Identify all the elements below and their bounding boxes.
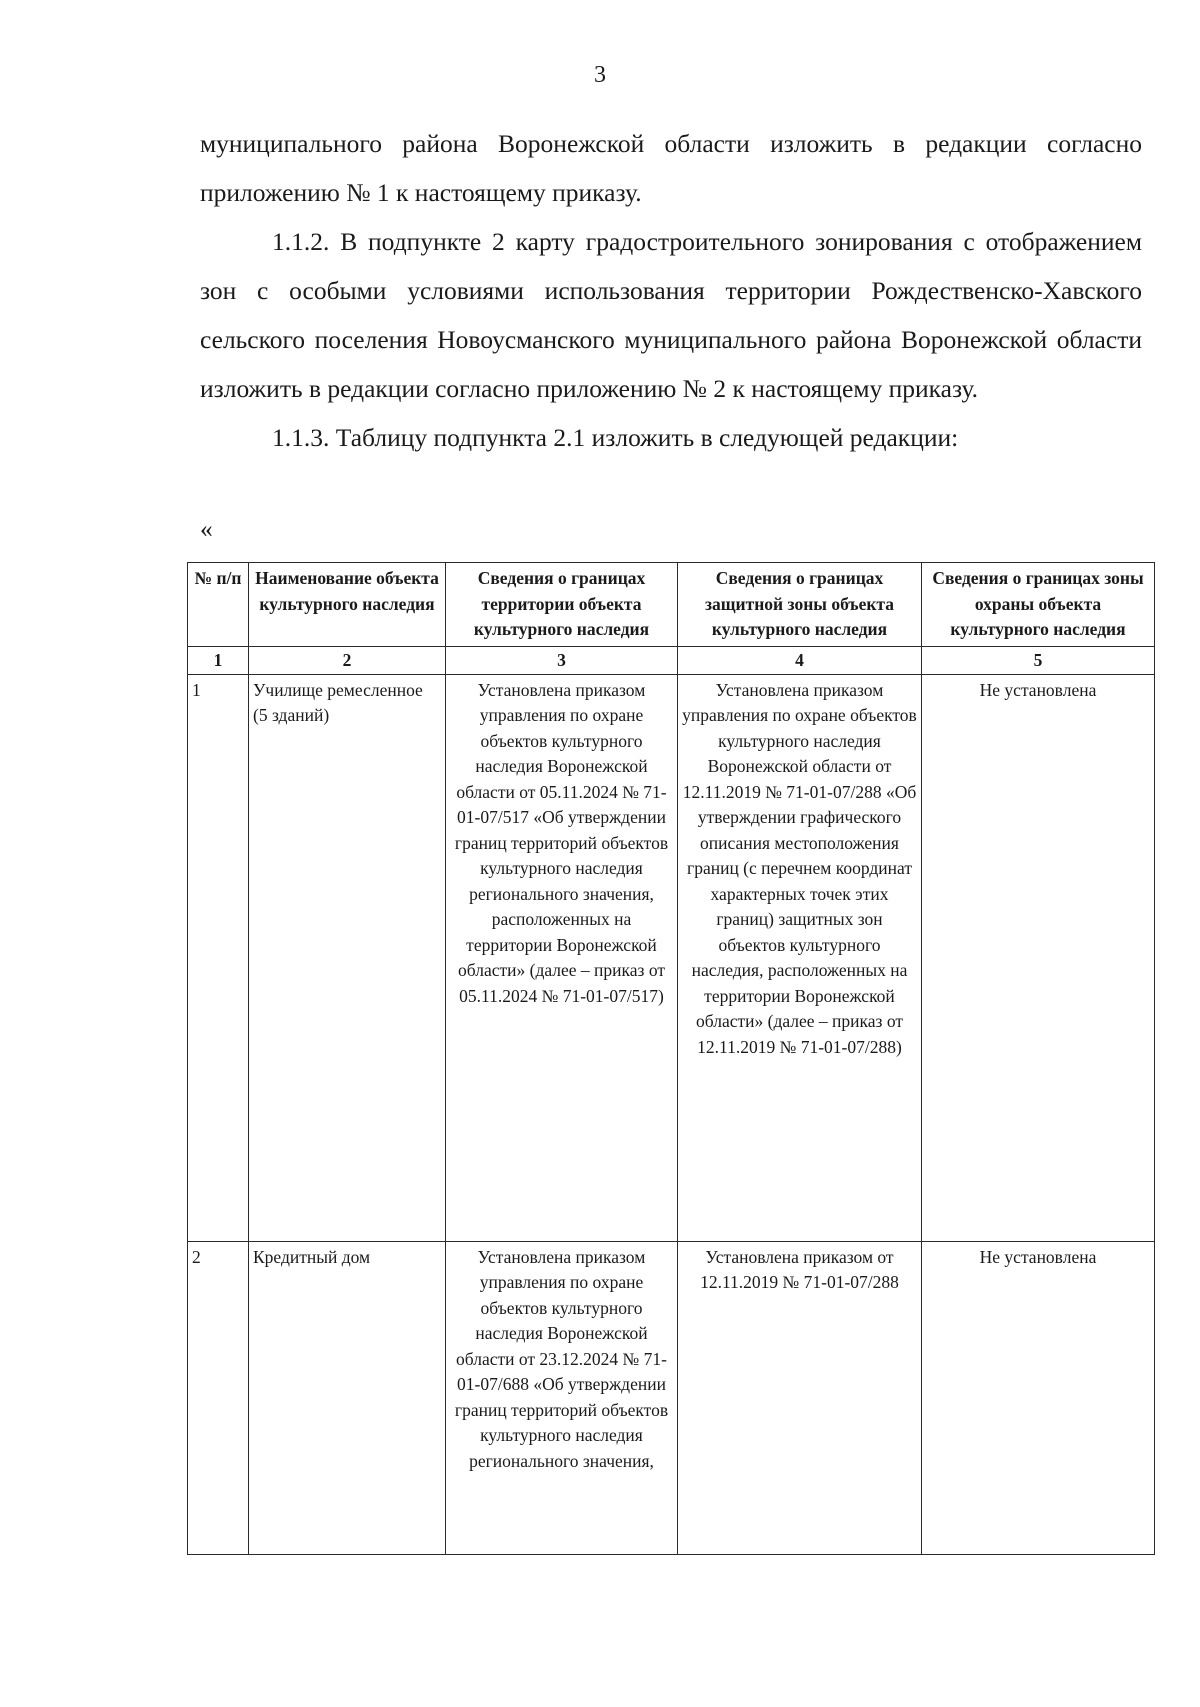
security-zone-cell: Не установлена [922, 674, 1155, 1241]
document-body [200, 119, 1142, 462]
table-header-row [188, 563, 1155, 647]
paragraph-1-line-1: муниципального района Воронежской области изложить в редакции согласно [200, 129, 1142, 158]
table-row [188, 674, 1155, 1241]
opening-quote-mark: « [200, 514, 213, 543]
column-number: 3 [446, 646, 678, 674]
row-number-cell: 1 [188, 674, 249, 1241]
column-number: 2 [249, 646, 446, 674]
territory-cell: Установлена приказом управления по охране объектов культурного наследия Воронежской области от 23.12.2024 № 71-01-07/688 «Об утверждении границ территорий объектов культурного наследия регионального значения, [446, 1241, 678, 1554]
table-column-numbers-row [188, 646, 1155, 674]
header-security-zone: Сведения о границах зоны охраны объекта культурного наследия [922, 563, 1155, 647]
column-number: 1 [188, 646, 249, 674]
protective-zone-cell: Установлена приказом от 12.11.2019 № 71-01-07/288 [678, 1241, 922, 1554]
column-number: 5 [922, 646, 1155, 674]
column-number: 4 [678, 646, 922, 674]
header-number: № п/п [188, 563, 249, 647]
paragraph-1-line-2: приложению № 1 к настоящему приказу. [200, 178, 642, 207]
table-row [188, 1241, 1155, 1554]
header-protective-zone: Сведения о границах защитной зоны объекта культурного наследия [678, 563, 922, 647]
page-number: 3 [594, 62, 606, 88]
header-territory-bounds: Сведения о границах территории объекта культурного наследия [446, 563, 678, 647]
security-zone-cell: Не установлена [922, 1241, 1155, 1554]
heritage-objects-table [187, 562, 1155, 1555]
object-name-cell: Кредитный дом [249, 1241, 446, 1554]
paragraph-2: 1.1.2. В подпункте 2 карту градостроительного зонирования с отображением зон с особыми условиями использования территории Рождественско-Хавского сельского поселения Новоусманского муниципального района Воронежской области изложить в редакции согласно приложению № 2 к настоящему приказу. [200, 227, 1142, 403]
paragraph-3: 1.1.3. Таблицу подпункта 2.1 изложить в следующей редакции: [272, 423, 959, 452]
object-name-cell: Училище ремесленное (5 зданий) [249, 674, 446, 1241]
header-object-name: Наименование объекта культурного наследия [249, 563, 446, 647]
territory-cell: Установлена приказом управления по охране объектов культурного наследия Воронежской области от 05.11.2024 № 71-01-07/517 «Об утверждении границ территорий объектов культурного наследия регионального значения, расположенных на территории Воронежской области» (далее – приказ от 05.11.2024 № 71-01-07/517) [446, 674, 678, 1241]
row-number-cell: 2 [188, 1241, 249, 1554]
protective-zone-cell: Установлена приказом управления по охране объектов культурного наследия Воронежской области от 12.11.2019 № 71-01-07/288 «Об утверждении графического описания местоположения границ (с перечнем координат характерных точек этих границ) защитных зон объектов культурного наследия, расположенных на территории Воронежской области» (далее – приказ от 12.11.2019 № 71-01-07/288) [678, 674, 922, 1241]
